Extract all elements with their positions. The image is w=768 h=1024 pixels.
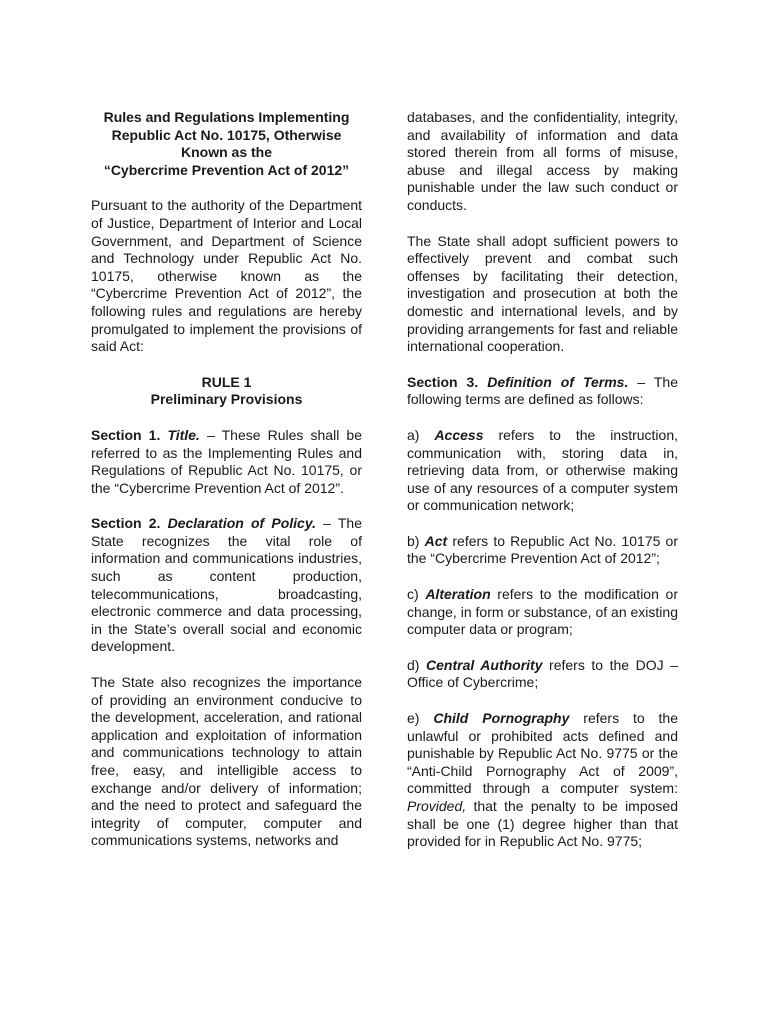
title-line: Known as the bbox=[180, 144, 272, 161]
definition-prefix: c) bbox=[407, 586, 426, 603]
section-1 bbox=[91, 427, 362, 497]
rule-heading bbox=[91, 374, 362, 409]
definition-text: refers to Republic Act No. 10175 or the “Cybercrime Prevention Act of 2012”; bbox=[407, 532, 678, 567]
definition-alteration bbox=[407, 586, 678, 639]
section-title: Declaration of Policy. bbox=[167, 515, 317, 532]
title-line: Republic Act No. 10175, Otherwise bbox=[111, 126, 342, 143]
definition-prefix: a) bbox=[407, 426, 435, 443]
definition-prefix: e) bbox=[407, 710, 434, 727]
state-powers-paragraph: The State shall adopt sufficient powers to effectively prevent and combat such offenses by facilitating their detection, investigation and prosecution at both the domestic and international levels, and by providing arrangements for fast and reliable international cooperation. bbox=[407, 232, 678, 355]
section-text: – These Rules shall be referred to as the Implementing Rules and Regulations of Republic Act No. 10175, or the “Cybercrime Prevention Act of 2012”. bbox=[91, 426, 362, 496]
definition-text: refers to the DOJ – Office of Cybercrime; bbox=[407, 656, 678, 691]
section-label: Section 2. bbox=[91, 515, 161, 532]
definition-text: refers to the instruction, communication with, storing data in, retrieving data from, or otherwise making use of any resources of a computer system or communication network; bbox=[407, 426, 679, 514]
policy-paragraph: The State also recognizes the importance of providing an environment conducive to the development, acceleration, and rational application and exploitation of information and communications technology to attain free, easy, and intelligible access to exchange and/or delivery of information; and the need to protect and safeguard the integrity of computer, computer and communications systems, networks and bbox=[91, 674, 362, 849]
definition-term: Child Pornography bbox=[433, 710, 570, 727]
rule-title: Preliminary Provisions bbox=[150, 391, 303, 408]
section-label: Section 1. bbox=[91, 426, 161, 443]
section-3 bbox=[407, 374, 678, 409]
title-line: “Cybercrime Prevention Act of 2012” bbox=[103, 161, 350, 178]
section-text: – The following terms are defined as follows: bbox=[407, 373, 679, 408]
intro-paragraph: Pursuant to the authority of the Department of Justice, Department of Interior and Local Government, and Department of Science and Technology under Republic Act No. 10175, otherwise known as the “Cybercrime Prevention Act of 2012”, the following rules and regulations are hereby promulgated to implement the provisions of said Act: bbox=[91, 197, 362, 355]
definition-text: refers to the unlawful or prohibited acts defined and punishable by Republic Act No. 9775 or the “Anti-Child Pornography Act of 2009”, committed through a computer system: bbox=[407, 710, 679, 797]
definition-act bbox=[407, 533, 678, 568]
definition-term: Central Authority bbox=[426, 656, 543, 673]
section-title: Title. bbox=[167, 426, 200, 443]
rule-number: RULE 1 bbox=[201, 373, 252, 390]
section-text: – The State recognizes the vital role of information and communications industries, such as content production, telecommunications, broadcasting, electronic commerce and data processing, in the State’s overall social and economic development. bbox=[91, 515, 363, 655]
definition-prefix: b) bbox=[407, 532, 425, 549]
section-title: Definition of Terms. bbox=[487, 373, 629, 390]
section-2 bbox=[91, 515, 362, 656]
definition-text: that the penalty to be imposed shall be one (1) degree higher than that provided for in Republic Act No. 9775; bbox=[407, 798, 678, 850]
definition-term: Access bbox=[434, 426, 484, 443]
section-label: Section 3. bbox=[407, 373, 479, 390]
definition-term: Act bbox=[424, 532, 448, 549]
definition-proviso: Provided, bbox=[407, 798, 467, 814]
definition-central-authority bbox=[407, 657, 678, 692]
definition-text: refers to the modification or change, in form or substance, of an existing computer data or program; bbox=[407, 586, 678, 638]
right-column bbox=[407, 109, 678, 869]
definition-prefix: d) bbox=[407, 656, 427, 673]
document-title bbox=[91, 109, 362, 179]
definition-child-pornography bbox=[407, 710, 678, 851]
policy-continued-paragraph: databases, and the confidentiality, integrity, and availability of information and data stored therein from all forms of misuse, abuse and illegal access by making punishable under the law such conduct or conducts. bbox=[407, 109, 678, 213]
title-line: Rules and Regulations Implementing bbox=[103, 109, 350, 125]
definition-access bbox=[407, 427, 678, 515]
left-column bbox=[91, 109, 362, 868]
definition-term: Alteration bbox=[425, 586, 491, 603]
